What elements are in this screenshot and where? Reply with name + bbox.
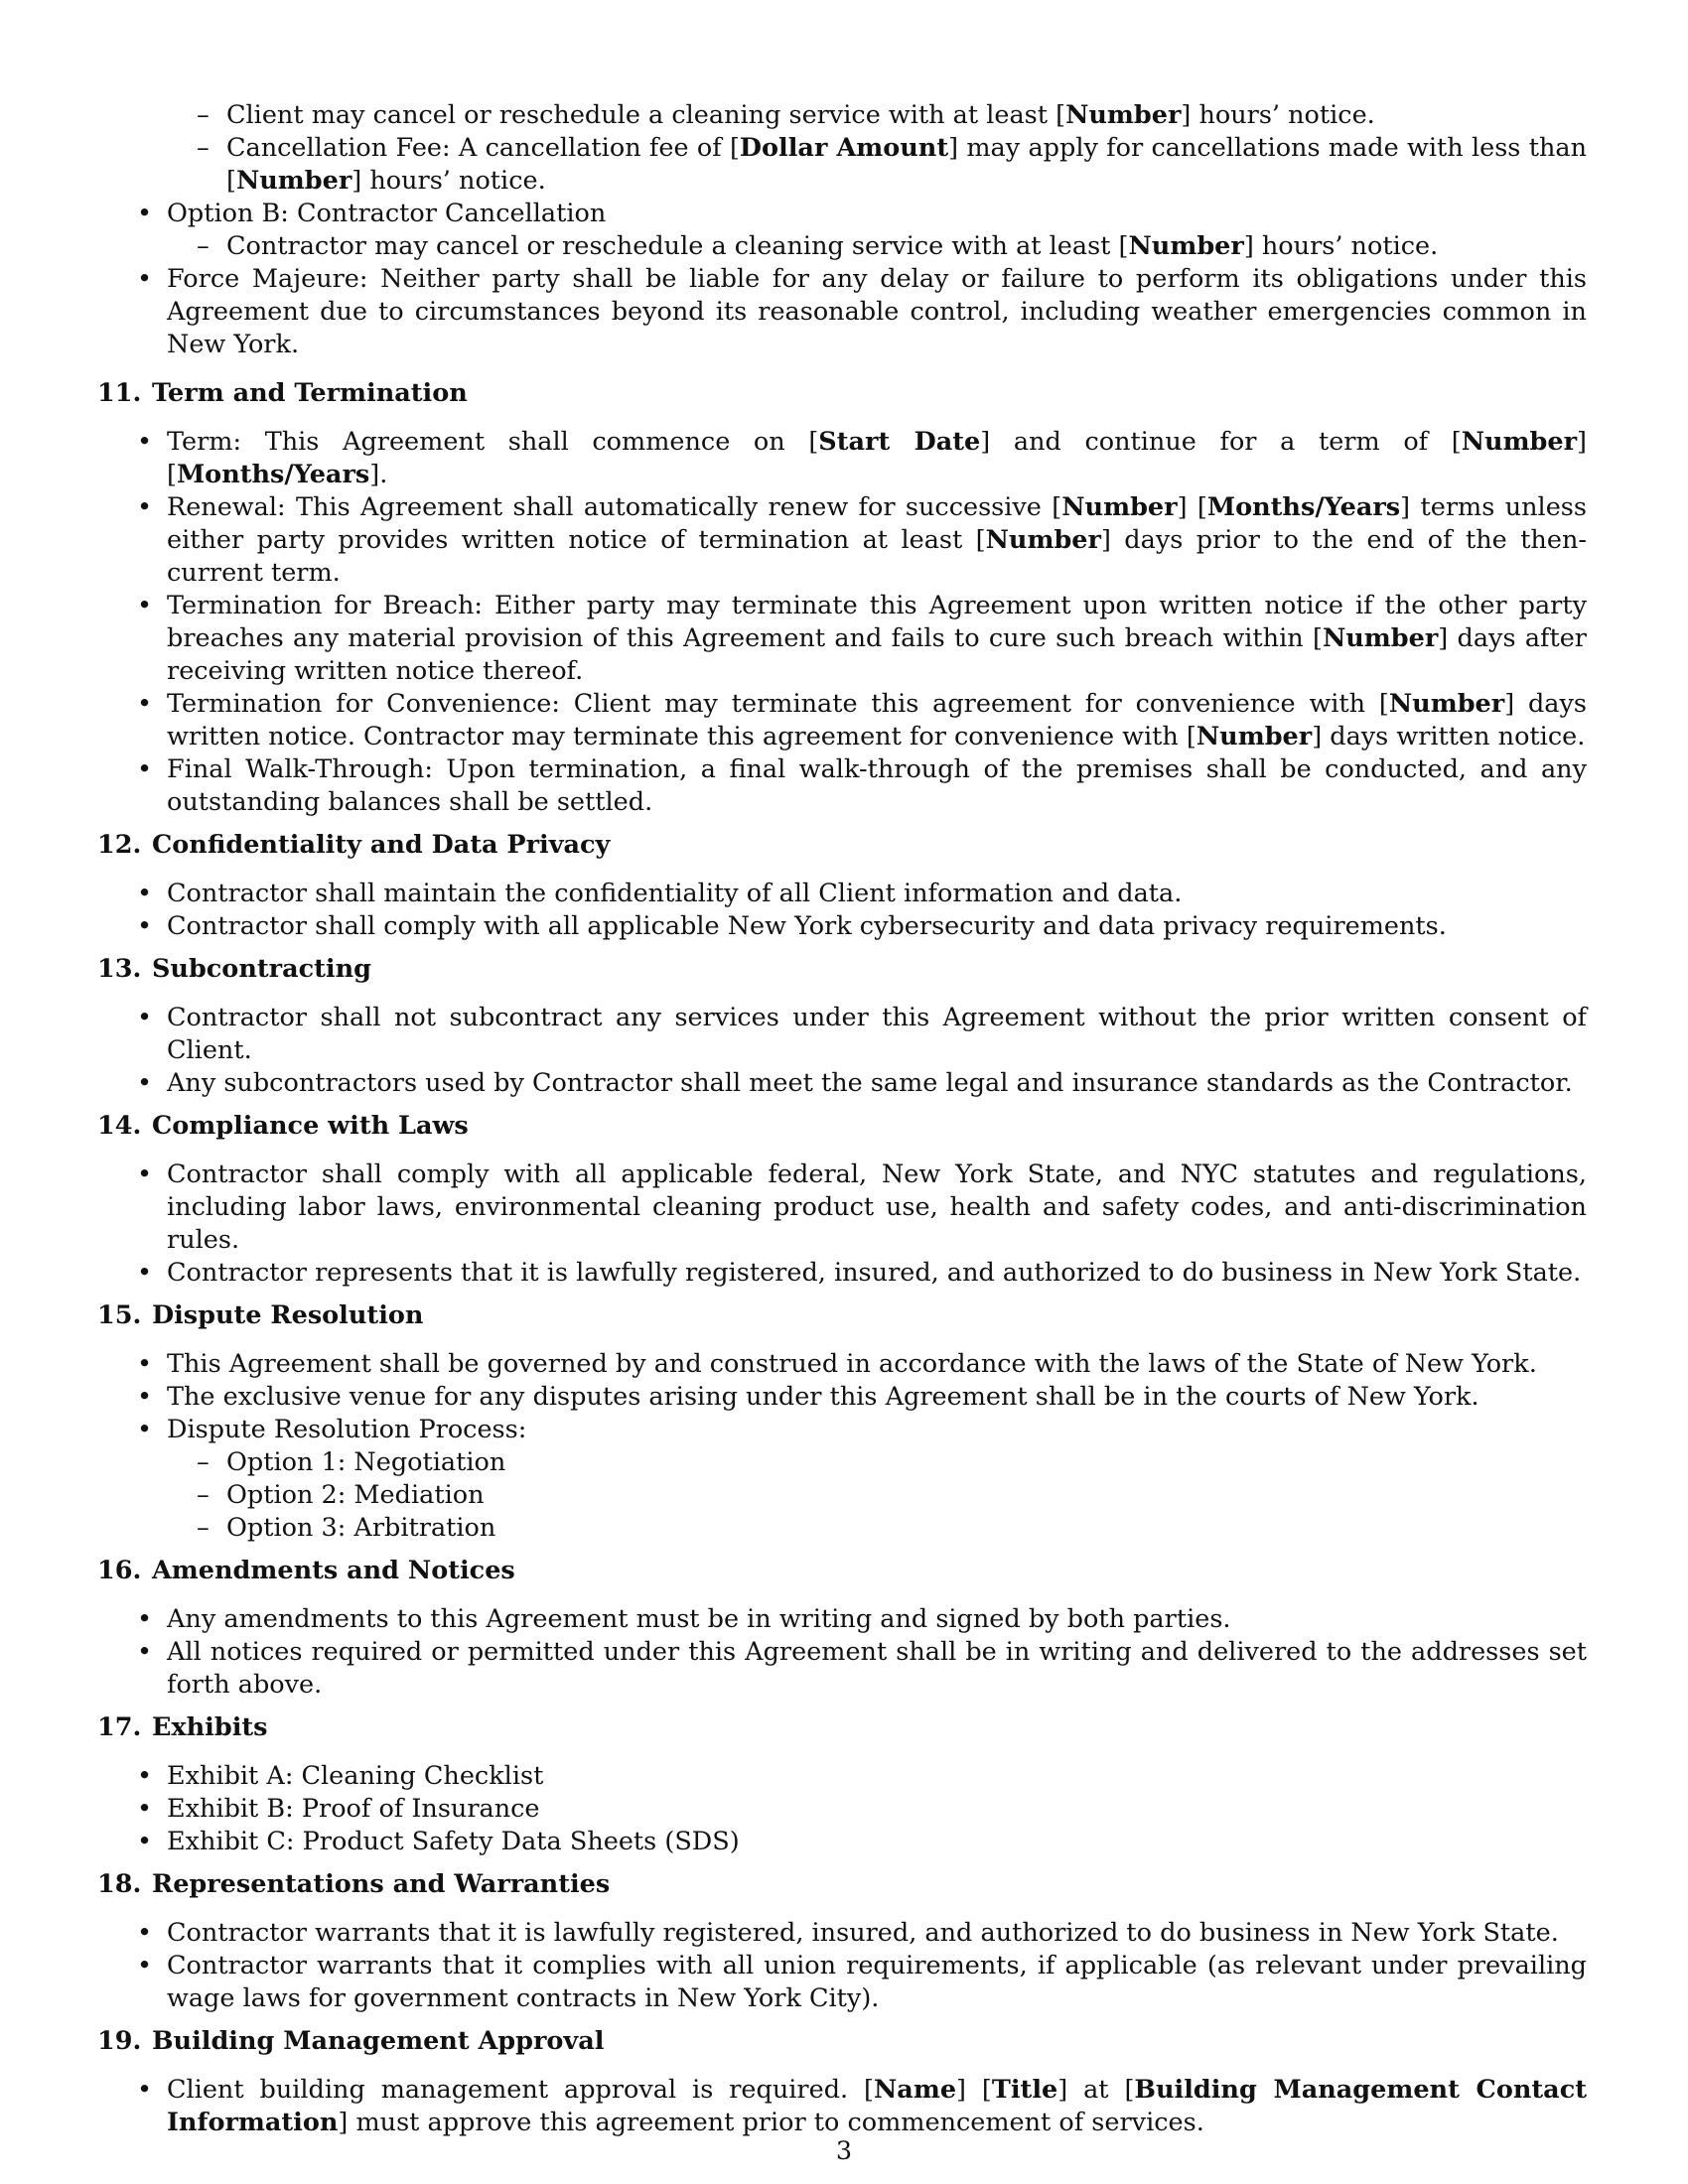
section-heading [97,1555,1587,1587]
force-majeure-text: Force Majeure: Neither party shall be liable for any delay or failure to perform its obligations under this Agreement due to circumstances beyond its reasonable control, including weather emergencies common in New York. [167,264,1587,359]
text-run: ]. [369,460,388,489]
text-run: Any subcontractors used by Contractor shall meet the same legal and insurance standards as the Contractor. [167,1068,1573,1098]
bullet-item [97,590,1587,688]
text-run: ] [ [167,427,1587,489]
cancellation-continuation [97,99,1587,361]
text-run: Dispute Resolution Process: [167,1415,527,1444]
text-run: ] days after receiving written notice thereof. [167,623,1587,686]
sub-item [167,230,1587,263]
section-heading [97,1110,1587,1143]
section-heading [97,1711,1587,1744]
section-title: Subcontracting [152,954,371,984]
bullet-item [97,1950,1587,2015]
text-run: Contractor shall maintain the confidentiality of all Client information and data. [167,879,1183,908]
section-title: Amendments and Notices [152,1556,515,1585]
bullet-list [97,1348,1587,1545]
section-16 [97,1555,1587,1702]
placeholder-field: Months/Years [176,460,370,489]
bullet-list [97,1159,1587,1290]
section-15 [97,1299,1587,1545]
text-run: This Agreement shall be governed by and construed in accordance with the laws of the State of New York. [167,1349,1537,1379]
placeholder-field: Number [235,166,352,196]
section-number: 18. [97,1869,142,1899]
bullet-list [97,426,1587,819]
text-run: Final Walk-Through: Upon termination, a final walk-through of the premises shall be conducted, and any outstanding balances shall be settled. [167,754,1587,817]
text-run: Termination for Convenience: Client may terminate this agreement for convenience with [ [167,689,1389,719]
bullet-item [97,1917,1587,1950]
section-heading [97,1299,1587,1332]
text-run: Contractor warrants that it complies with all union requirements, if applicable (as relevant under prevailing wage laws for government contracts in New York City). [167,1951,1587,2013]
section-heading [97,953,1587,986]
bullet-item [97,753,1587,819]
bullet-item [97,1381,1587,1414]
bullet-item [97,1257,1587,1290]
bullet-item [97,2074,1587,2139]
bullet-item [97,1826,1587,1858]
placeholder-field: Title [991,2075,1058,2105]
placeholder-field: Number [1388,689,1505,719]
bullet-item [97,1348,1587,1381]
bullet-item [97,1002,1587,1067]
document-body [97,99,1587,2149]
text-run: Exhibit A: Cleaning Checklist [167,1761,544,1791]
bullet-item [97,1636,1587,1702]
bullet-item [97,1793,1587,1826]
bullet-list [97,1603,1587,1702]
section-number: 13. [97,954,142,984]
section-title: Exhibits [152,1712,268,1742]
section-number: 14. [97,1111,142,1141]
sub-list [167,1446,1587,1545]
placeholder-field: Number [1196,722,1313,751]
bullet-item [97,1067,1587,1100]
section-title: Dispute Resolution [152,1300,424,1330]
text-run: Exhibit B: Proof of Insurance [167,1794,540,1824]
text-run: Termination for Breach: Either party may terminate this Agreement upon written notice if the other party breaches any material provision of this Agreement and fails to cure such breach within [ [167,591,1587,653]
text-run: ] at [ [1057,2075,1135,2105]
section-12 [97,829,1587,943]
sections-container [97,377,1587,2139]
sub-item: – Option 3: Arbitration [167,1512,1587,1545]
section-heading [97,1868,1587,1901]
text-run: ] must approve this agreement prior to commencement of services. [338,2108,1204,2137]
text-run: ] [ [1177,492,1207,522]
option-a-continuation [97,99,1587,198]
text-run: ] [ [956,2075,992,2105]
bullet-item [97,688,1587,753]
bullet-item [97,1414,1587,1545]
section-13 [97,953,1587,1100]
option-a-sublist [167,99,1587,198]
text-run: Contractor shall comply with all applicable federal, New York State, and NYC statutes and regulations, including labor laws, environmental cleaning product use, health and safety codes, and anti-discrimination rules. [167,1160,1587,1255]
placeholder-field: Building Management Contact Information [167,2075,1587,2137]
placeholder-field: Name [874,2075,957,2105]
text-run: ] days prior to the end of the then-current term. [167,525,1587,588]
placeholder-field: Dollar Amount [739,133,949,163]
bullet-item [97,1159,1587,1257]
section-18 [97,1868,1587,2015]
placeholder-field: Number [985,525,1101,555]
text-run: Contractor warrants that it is lawfully registered, insured, and authorized to do business in New York State. [167,1918,1559,1948]
text-run: Contractor may cancel or reschedule a cleaning service with at least [ [226,231,1129,261]
section-title: Confidentiality and Data Privacy [152,830,611,860]
text-run: The exclusive venue for any disputes arising under this Agreement shall be in the courts of New York. [167,1382,1479,1412]
section-14 [97,1110,1587,1290]
text-run: ] hours’ notice. [352,166,546,196]
text-run: ] terms unless either party provides written notice of termination at least [ [167,492,1587,555]
text-run: Term: This Agreement shall commence on [ [167,427,819,457]
bullet-item [97,426,1587,491]
text-run: Any amendments to this Agreement must be in writing and signed by both parties. [167,1604,1231,1634]
option-b-item [97,198,1587,263]
section-number: 12. [97,830,142,860]
bullet-item [97,878,1587,910]
page-number: 3 [835,2136,853,2166]
section-number: 11. [97,378,142,408]
section-11 [97,377,1587,819]
placeholder-field: Start Date [818,427,981,457]
bullet-list [97,1760,1587,1858]
text-run: Client may cancel or reschedule a cleaning service with at least [ [226,100,1066,130]
bullet-item [97,491,1587,590]
text-run: Contractor shall not subcontract any services under this Agreement without the prior written consent of Client. [167,1003,1587,1065]
section-title: Compliance with Laws [152,1111,469,1141]
text-run: ] days written notice. [1312,722,1586,751]
placeholder-field: Number [1128,231,1244,261]
text-run: ] days written notice. Contractor may terminate this agreement for convenience with [ [167,689,1587,751]
section-heading [97,2025,1587,2058]
section-title: Building Management Approval [152,2026,605,2056]
bullet-list [97,1917,1587,2015]
sub-item: – Option 1: Negotiation [167,1446,1587,1479]
bullet-list [97,1002,1587,1100]
text-run: Exhibit C: Product Safety Data Sheets (SDS) [167,1827,740,1856]
text-run: Contractor represents that it is lawfully registered, insured, and authorized to do business in New York State. [167,1258,1582,1288]
placeholder-field: Number [1065,100,1182,130]
text-run: ] hours’ notice. [1181,100,1375,130]
text-run: Cancellation Fee: A cancellation fee of [ [226,133,740,163]
placeholder-field: Number [1061,492,1178,522]
option-b-label: Option B: Contractor Cancellation [167,199,607,228]
option-b-sublist [167,230,1587,263]
cancellation-list [97,99,1587,361]
sub-item [167,99,1587,132]
bullet-item [97,1603,1587,1636]
force-majeure-item [97,263,1587,361]
section-number: 19. [97,2026,142,2056]
text-run: All notices required or permitted under this Agreement shall be in writing and delivered to the addresses set forth above. [167,1637,1587,1700]
section-title: Term and Termination [152,378,468,408]
bullet-item [97,910,1587,943]
section-title: Representations and Warranties [152,1869,611,1899]
section-number: 17. [97,1712,142,1742]
text-run: ] may apply for cancellations made with less than [ [226,133,1587,196]
section-heading [97,829,1587,862]
section-number: 15. [97,1300,142,1330]
section-heading [97,377,1587,410]
placeholder-field: Number [1461,427,1578,457]
sub-item: – Option 2: Mediation [167,1479,1587,1512]
section-number: 16. [97,1556,142,1585]
bullet-list [97,2074,1587,2139]
sub-item [167,132,1587,198]
text-run: Client building management approval is required. [ [167,2075,874,2105]
bullet-item [97,1760,1587,1793]
bullet-list [97,878,1587,943]
section-17 [97,1711,1587,1858]
placeholder-field: Number [1322,623,1439,653]
section-19 [97,2025,1587,2139]
placeholder-field: Months/Years [1206,492,1401,522]
text-run: ] hours’ notice. [1243,231,1439,261]
text-run: Contractor shall comply with all applicable New York cybersecurity and data privacy requirements. [167,911,1447,941]
text-run: Renewal: This Agreement shall automatically renew for successive [ [167,492,1062,522]
text-run: ] and continue for a term of [ [980,427,1462,457]
